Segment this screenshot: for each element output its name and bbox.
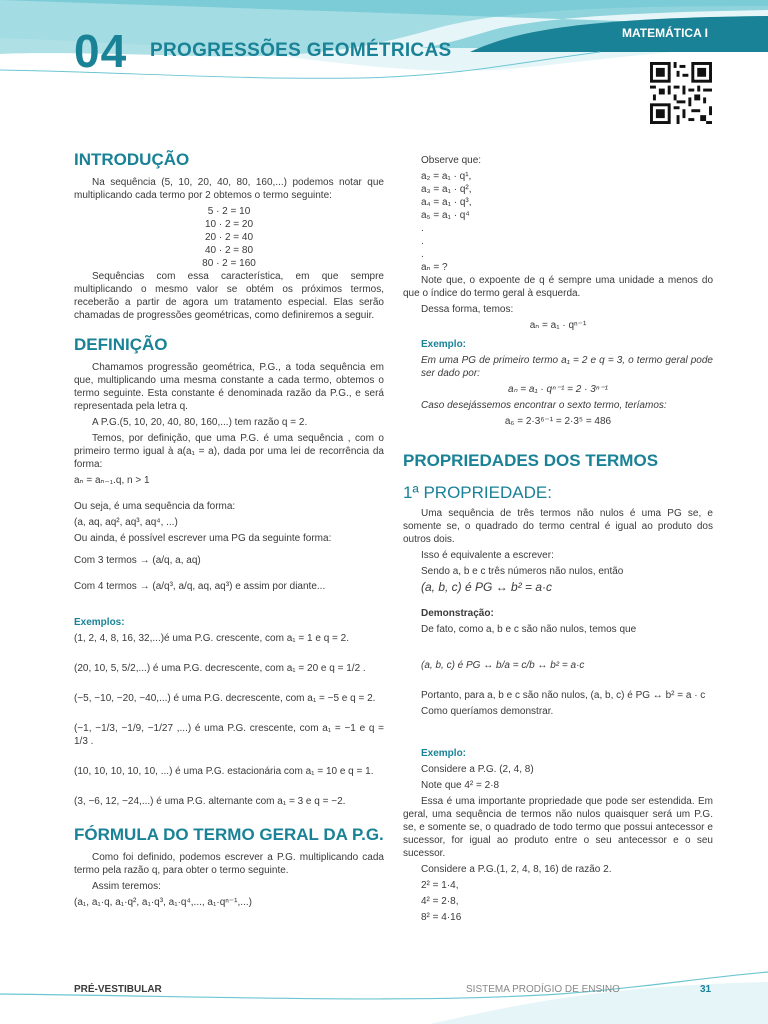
intro-heading: INTRODUÇÃO [74, 150, 190, 169]
demo-text: De fato, como a, b e c são não nulos, temos que [421, 624, 637, 635]
page-number: 31 [700, 984, 712, 995]
example-2-check: 4² = 2·8, [421, 896, 459, 907]
terms-list [403, 170, 713, 274]
sequence-form: (a, aq, aq², aq³, aq⁴, ...) [74, 517, 178, 528]
demo-qed: Como queríamos demonstrar. [421, 706, 554, 717]
example-item: (−1, −1/3, −1/9, −1/27 ,...) é uma P.G. crescente, com a₁ = −1 e q = 1/3 . [74, 723, 384, 747]
general-term-formula: aₙ = a₁ · qⁿ⁻¹ [529, 320, 587, 331]
formula-sequence: (a₁, a₁·q, a₁·q², a₁·q³, a₁·q⁴,..., a₁·qⁿ⁻¹,...) [74, 897, 252, 908]
definition-heading: DEFINIÇÃO [74, 335, 168, 354]
four-terms-math: (a/q³, a/q, aq, aq³) [152, 581, 233, 592]
definition-paragraph-3: Temos, por definição, que uma P.G. é uma sequência , com o primeiro termo igual à a(a₁ = a), dada por uma lei de recorrência da forma: [74, 433, 384, 470]
example-text-2: Caso desejássemos encontrar o sexto termo, teríamos: [421, 400, 667, 411]
example-text: Em uma PG de primeiro termo a₁ = 2 e q = 3, o termo geral pode ser dado por: [421, 355, 713, 379]
three-terms-math: (a/q, a, aq) [152, 555, 201, 566]
example-2-line: Note que 4² = 2·8 [421, 780, 500, 791]
footer-brand: SISTEMA PRODÍGIO DE ENSINO [466, 984, 620, 995]
qr-code-icon[interactable] [650, 62, 712, 124]
example-item: (20, 10, 5, 5/2,...) é uma P.G. decrescente, com a₁ = 20 e q = 1/2 . [74, 663, 366, 674]
term-line: a₂ = a₁ · q¹, [421, 171, 472, 182]
term-line: . [421, 223, 424, 234]
property-1-text: Uma sequência de três termos não nulos é uma PG se, e somente se, o quadrado do termo central é igual ao produto dos outros dois. [403, 508, 713, 545]
term-line: a₅ = a₁ · q⁴ [421, 210, 470, 221]
three-terms-label: Com 3 termos → [74, 555, 150, 566]
observe-label: Observe que: [421, 155, 482, 166]
example-item: (1, 2, 4, 8, 16, 32,...)é uma P.G. crescente, com a₁ = 1 e q = 2. [74, 633, 350, 644]
demo-conclusion: Portanto, para a, b e c são não nulos, (a, b, c) é PG ↔ b² = a · c [421, 690, 706, 701]
four-terms-label: Com 4 termos → [74, 581, 150, 592]
demo-label: Demonstração: [421, 608, 494, 619]
chapter-number: 04 [74, 25, 128, 77]
example-label: Exemplo: [421, 339, 467, 350]
term-line: aₙ = ? [421, 262, 448, 273]
term-line: a₄ = a₁ · q³, [421, 197, 472, 208]
note-paragraph: Note que, o expoente de q é sempre uma unidade a menos do que o índice do termo geral à esquerda. [403, 275, 713, 299]
example-2-label: Exemplo: [421, 748, 467, 759]
definition-paragraph-2: A P.G.(5, 10, 20, 40, 80, 160,...) tem razão q = 2. [92, 417, 308, 428]
example-2-check: 2² = 1·4, [421, 880, 459, 891]
example-item: (−5, −10, −20, −40,...) é uma P.G. decrescente, com a₁ = −5 e q = 2. [74, 693, 376, 704]
recurrence-formula: aₙ = aₙ₋₁.q, n > 1 [74, 475, 150, 486]
term-line: . [421, 249, 424, 260]
example-result: a₆ = 2·3⁶⁻¹ = 2·3⁵ = 486 [504, 416, 612, 427]
three-terms-line [74, 554, 384, 567]
definition-paragraph-1: Chamamos progressão geométrica, P.G., a toda sequência em que, multiplicando uma mesma constante a cada termo, obtemos o termo seguinte. Esta constante é denominada razão da P.G., e será representada pela letra q. [74, 362, 384, 412]
example-2-consider: Considere a P.G.(1, 2, 4, 8, 16) de razão 2. [421, 864, 612, 875]
right-column [403, 154, 713, 927]
properties-heading: PROPRIEDADES DOS TERMOS [403, 451, 659, 470]
examples-label: Exemplos: [74, 617, 125, 628]
formula-paragraph-1: Como foi definido, podemos escrever a P.G. multiplicando cada termo pela razão q, para obter o termo seguinte. [74, 852, 384, 876]
left-column [74, 150, 384, 912]
formula-heading: FÓRMULA DO TERMO GERAL DA P.G. [74, 825, 384, 844]
example-item: (10, 10, 10, 10, 10, ...) é uma P.G. estacionária com a₁ = 10 e q = 1. [74, 766, 374, 777]
term-line: a₃ = a₁ · q², [421, 184, 472, 195]
intro-paragraph-2: Sequências com essa característica, em que sempre multiplicando o mesmo valor se obtém os próximos termos, receberão a partir de agora um tratamento especial. Elas serão chamadas de progressões geométricas, como definiremos a seguir. [74, 271, 384, 321]
four-terms-line [74, 580, 384, 593]
intro-calc-list [74, 205, 384, 270]
calc-line: 10 · 2 = 20 [204, 219, 254, 230]
chapter-title: PROGRESSÕES GEOMÉTRICAS [150, 40, 452, 61]
demo-math: (a, b, c) é PG ↔ b/a = c/b ↔ b² = a·c [421, 660, 585, 671]
example-item: (3, −6, 12, −24,...) é uma P.G. alternante com a₁ = 3 e q = −2. [74, 796, 346, 807]
example-2-check: 8² = 4·16 [421, 912, 462, 923]
calc-line: 20 · 2 = 40 [204, 232, 254, 243]
example-formula: aₙ = a₁ · qⁿ⁻¹ = 2 · 3ⁿ⁻¹ [507, 384, 609, 395]
property-1-heading: 1ª PROPRIEDADE: [403, 483, 552, 502]
property-1-statement: (a, b, c) é PG ↔ b² = a·c [421, 580, 553, 594]
term-line: . [421, 236, 424, 247]
formula-paragraph-2: Assim teremos: [92, 881, 161, 892]
property-1-equiv: Isso é equivalente a escrever: [421, 550, 554, 561]
example-2-text: Essa é uma importante propriedade que pode ser estendida. Em geral, uma sequência de termos não nulos quaisquer será um P.G. se, e somente se, o quadrado de todo termo que possui antecessor e sucessor, for igual ao produto entre o seu antecessor e o seu sucessor. [403, 796, 713, 859]
subject-label: MATEMÁTICA I [622, 26, 708, 40]
definition-paragraph-4: Ou seja, é uma sequência da forma: [74, 501, 236, 512]
thus-label: Dessa forma, temos: [421, 304, 514, 315]
footer-left-label: PRÉ-VESTIBULAR [74, 984, 162, 995]
definition-paragraph-5: Ou ainda, é possível escrever uma PG da seguinte forma: [74, 533, 332, 544]
property-1-condition: Sendo a, b e c três números não nulos, então [421, 566, 624, 577]
four-terms-tail: e assim por diante... [235, 581, 326, 592]
intro-paragraph-1: Na sequência (5, 10, 20, 40, 80, 160,...) podemos notar que multiplicando cada termo por 2 obtemos o termo seguinte: [74, 177, 384, 201]
calc-line: 40 · 2 = 80 [204, 245, 254, 256]
example-2-line: Considere a P.G. (2, 4, 8) [421, 764, 534, 775]
calc-line: 5 · 2 = 10 [207, 206, 251, 217]
calc-line: 80 · 2 = 160 [202, 258, 256, 269]
